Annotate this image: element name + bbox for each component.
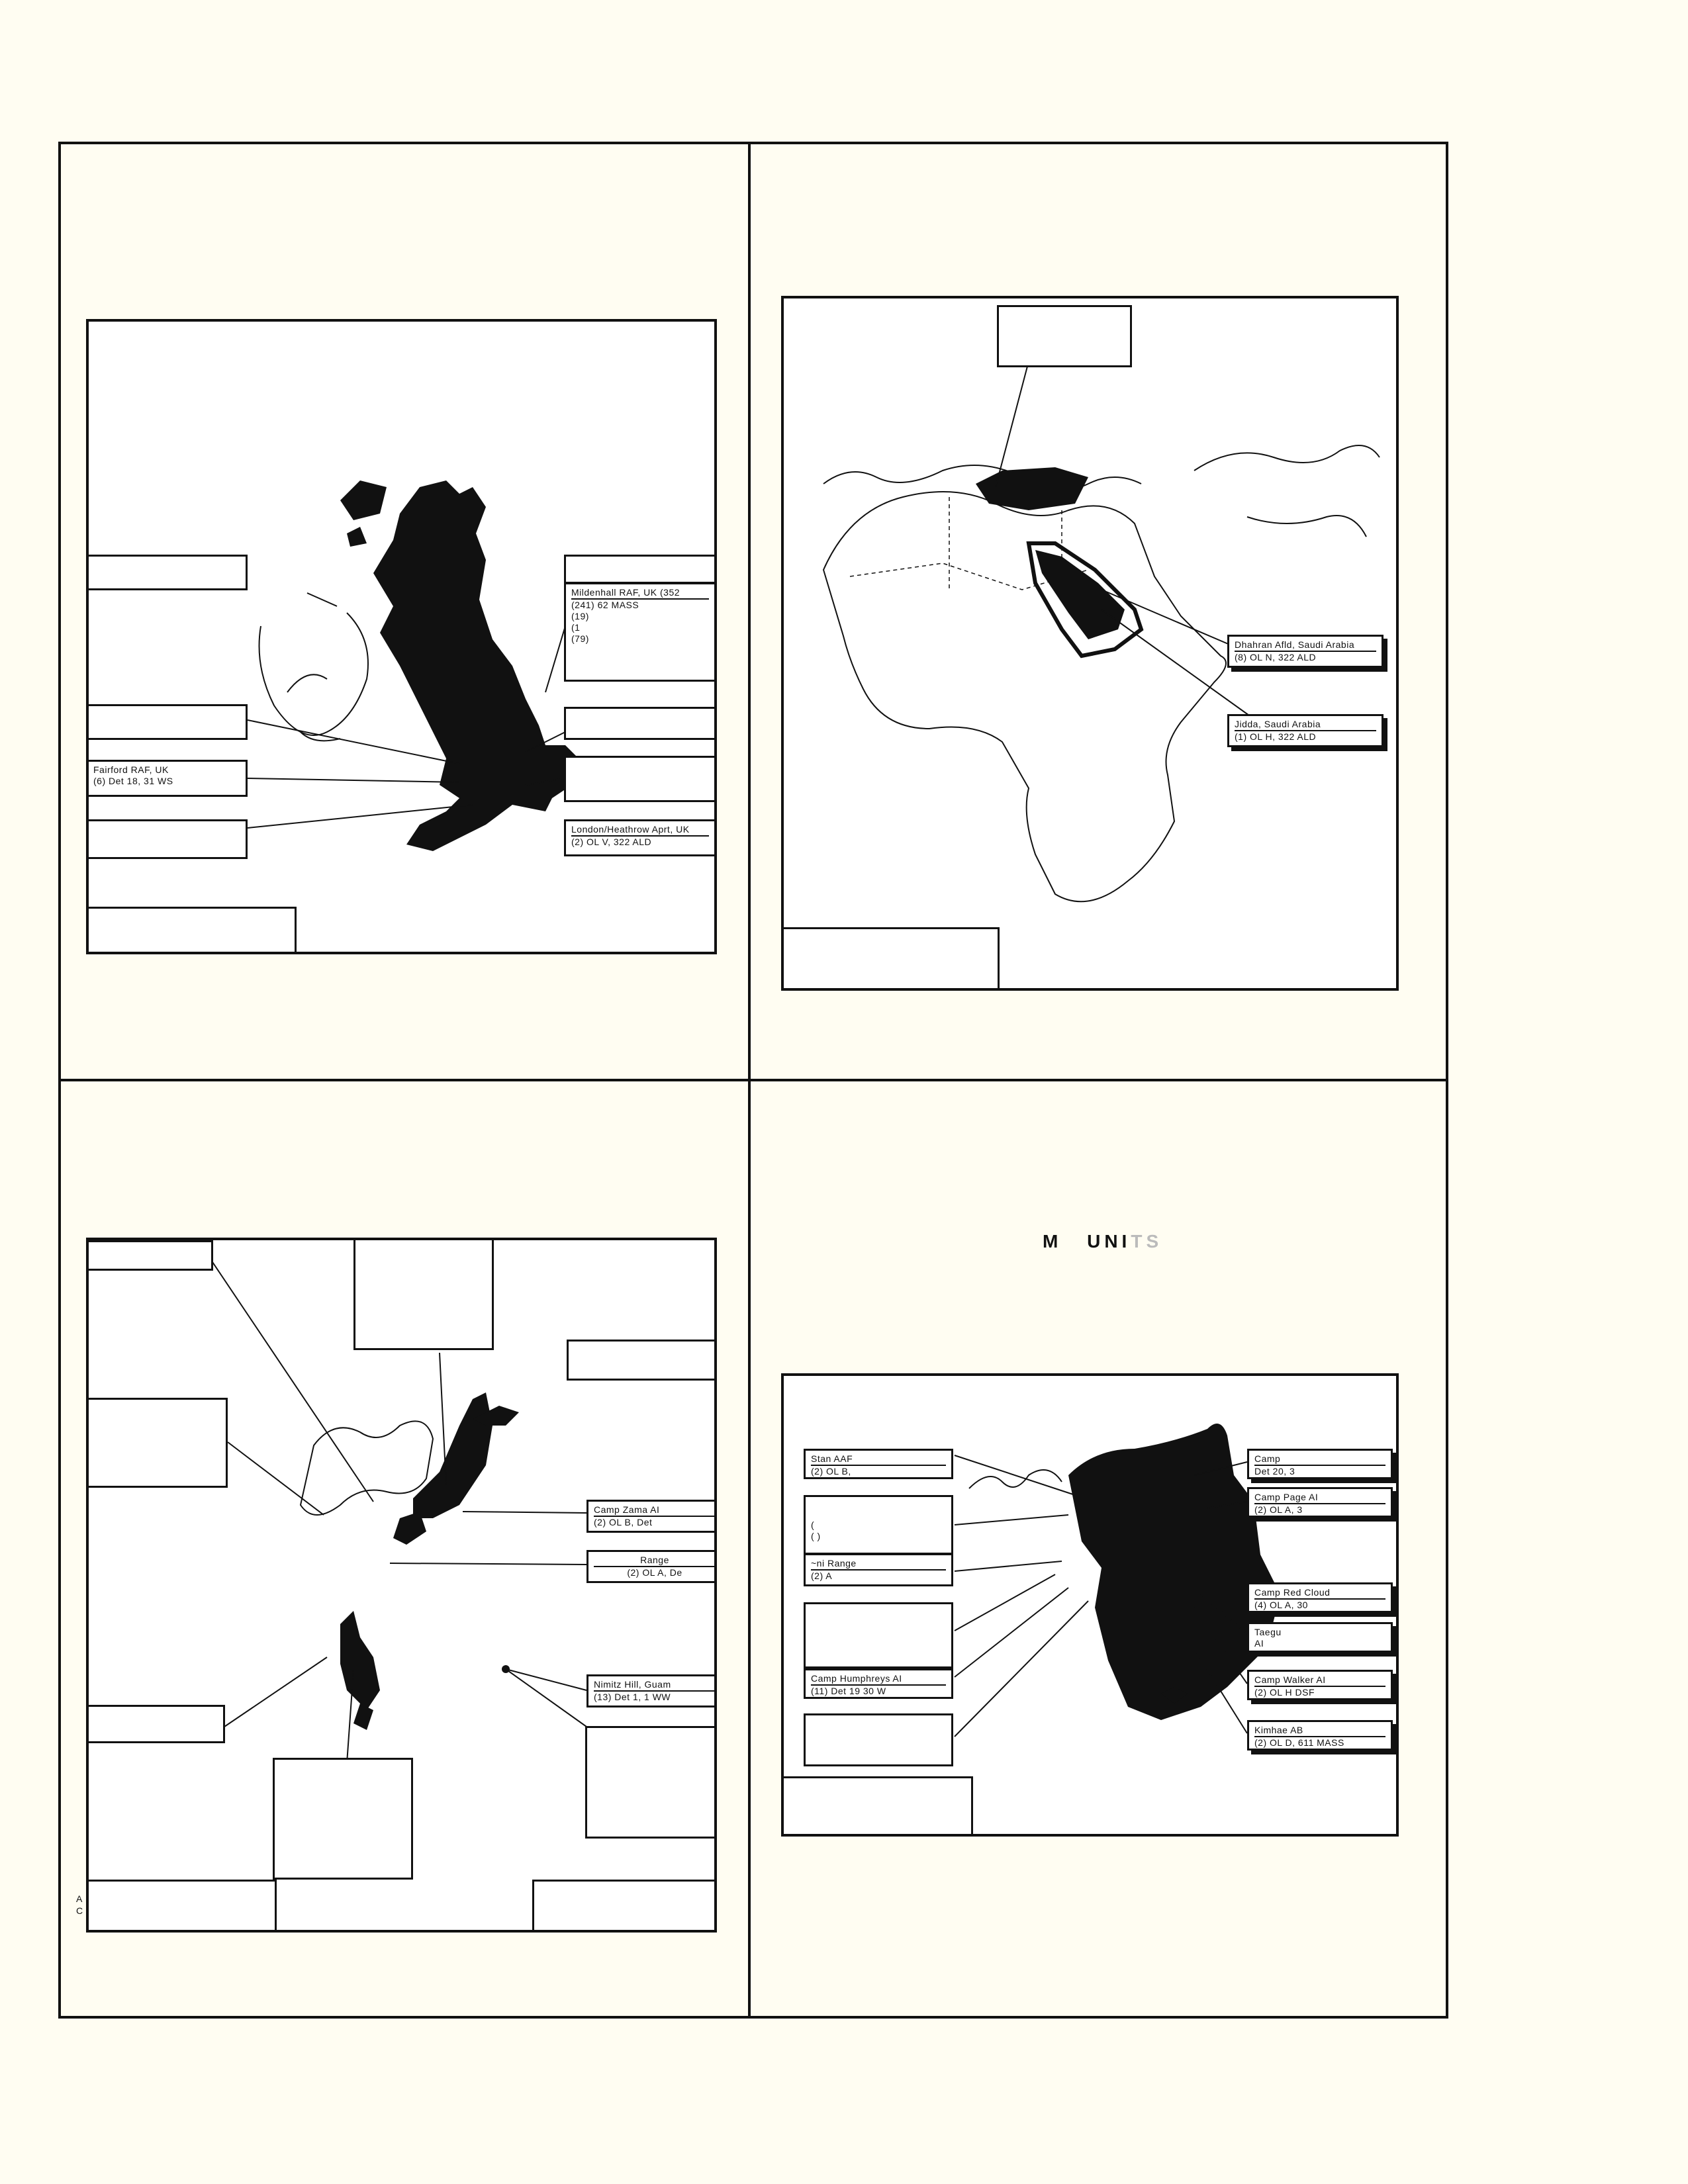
uk-empty-label-1 bbox=[86, 555, 248, 590]
label-camp-humphreys bbox=[804, 1668, 953, 1699]
label-line: Nimitz Hill, Guam bbox=[594, 1679, 671, 1690]
label-taegu bbox=[1247, 1622, 1393, 1653]
edge-letter: A bbox=[76, 1893, 83, 1904]
pacific-empty-label-8 bbox=[86, 1880, 277, 1933]
uk-empty-label-5 bbox=[564, 555, 716, 584]
label-line: (4) OL A, 30 bbox=[1254, 1598, 1385, 1611]
mideast-empty-label-1 bbox=[997, 305, 1132, 367]
label-line: ~ni Range bbox=[811, 1558, 857, 1569]
label-line: Fairford RAF, UK bbox=[93, 764, 169, 775]
label-bracket bbox=[804, 1495, 953, 1555]
label-line: London/Heathrow Aprt, UK bbox=[571, 824, 690, 835]
uk-empty-label-4 bbox=[86, 907, 297, 954]
label-line: (2) OL D, 611 MASS bbox=[1254, 1736, 1385, 1749]
scotland-islands bbox=[340, 480, 387, 547]
label-line: Kimhae AB bbox=[1254, 1725, 1303, 1735]
title-faded: TS bbox=[1131, 1231, 1163, 1251]
africa-coastline bbox=[823, 492, 1226, 901]
label-heathrow bbox=[564, 819, 716, 856]
title-right: UNI bbox=[1087, 1231, 1131, 1251]
label-camp-zama bbox=[586, 1500, 717, 1533]
label-line: AI bbox=[1254, 1638, 1264, 1649]
label-line: Camp bbox=[1254, 1453, 1281, 1464]
label-camp bbox=[1247, 1449, 1393, 1479]
mideast-empty-label-2 bbox=[781, 927, 1000, 991]
label-line: (2) OL B, Det bbox=[594, 1516, 716, 1528]
horizontal-divider bbox=[58, 1079, 1448, 1081]
label-line: Det 20, 3 bbox=[1254, 1465, 1385, 1477]
pacific-empty-label-7 bbox=[273, 1758, 413, 1880]
label-line: (2) OL A, 3 bbox=[1254, 1503, 1385, 1516]
label-line: Camp Humphreys AI bbox=[811, 1673, 902, 1684]
philippines-landmass bbox=[340, 1611, 380, 1730]
label-mildenhall bbox=[564, 582, 716, 682]
label-camp-page bbox=[1247, 1487, 1393, 1518]
korea-map-panel bbox=[781, 1373, 1399, 1837]
mideast-map-panel bbox=[781, 296, 1399, 991]
label-nimitz-hill bbox=[586, 1674, 717, 1707]
pacific-edge-text bbox=[76, 1893, 83, 1917]
label-dhahran bbox=[1227, 635, 1383, 668]
label-line: (6) Det 18, 31 WS bbox=[93, 776, 173, 786]
label-line: (8) OL N, 322 ALD bbox=[1235, 651, 1376, 663]
label-line: (2) OL V, 322 ALD bbox=[571, 835, 709, 848]
label-line: Stan AAF bbox=[811, 1453, 853, 1464]
label-line: (13) Det 1, 1 WW bbox=[594, 1690, 716, 1703]
label-line: ( ) bbox=[811, 1531, 821, 1541]
label-line: Camp Red Cloud bbox=[1254, 1587, 1331, 1598]
label-fairford bbox=[86, 760, 248, 797]
uk-empty-label-6 bbox=[564, 707, 716, 740]
pacific-empty-label-6 bbox=[585, 1726, 717, 1839]
label-line: (79) bbox=[571, 633, 589, 644]
label-pacific-range bbox=[586, 1550, 717, 1583]
pacific-empty-label-5 bbox=[86, 1705, 225, 1743]
label-line: (2) OL H DSF bbox=[1254, 1686, 1385, 1698]
saudi-arabia-landmass bbox=[1035, 550, 1125, 639]
label-line: (2) OL B, bbox=[811, 1465, 946, 1477]
label-line: ( bbox=[811, 1520, 815, 1530]
label-line: Taegu bbox=[1254, 1627, 1282, 1637]
pacific-empty-label-2 bbox=[353, 1238, 494, 1350]
great-britain-landmass bbox=[373, 480, 579, 851]
label-camp-red-cloud bbox=[1247, 1582, 1393, 1613]
korea-empty-label-2 bbox=[804, 1713, 953, 1766]
uk-empty-label-3 bbox=[86, 819, 248, 859]
label-line: Jidda, Saudi Arabia bbox=[1235, 719, 1321, 729]
kyushu-landmass bbox=[393, 1512, 426, 1545]
pacific-empty-label-1 bbox=[86, 1240, 213, 1271]
label-line: Camp Walker AI bbox=[1254, 1674, 1326, 1685]
label-jidda bbox=[1227, 714, 1383, 747]
turkey-landmass bbox=[976, 467, 1088, 510]
label-line: (1 bbox=[571, 622, 581, 633]
label-korea-range bbox=[804, 1553, 953, 1586]
japan-landmass bbox=[413, 1392, 492, 1518]
korea-empty-label-3 bbox=[781, 1776, 973, 1837]
uk-empty-label-7 bbox=[564, 756, 716, 802]
label-line: Camp Page AI bbox=[1254, 1492, 1319, 1502]
label-line: (241) 62 MASS bbox=[571, 598, 709, 611]
asia-coastline bbox=[1194, 445, 1380, 537]
label-line: (1) OL H, 322 ALD bbox=[1235, 730, 1376, 743]
label-line: Camp Zama AI bbox=[594, 1504, 660, 1515]
label-line: (11) Det 19 30 W bbox=[811, 1684, 946, 1697]
label-kimhae bbox=[1247, 1720, 1393, 1751]
pacific-map-panel bbox=[86, 1238, 717, 1933]
label-stan-aaf bbox=[804, 1449, 953, 1479]
section-title bbox=[1043, 1231, 1162, 1252]
pacific-empty-label-3 bbox=[567, 1340, 717, 1381]
label-line: (2) OL A, De bbox=[594, 1566, 716, 1578]
title-left: M bbox=[1043, 1231, 1062, 1251]
label-camp-walker bbox=[1247, 1670, 1393, 1700]
korea-empty-label-1 bbox=[804, 1602, 953, 1668]
uk-empty-label-2 bbox=[86, 704, 248, 740]
label-line: Dhahran Afld, Saudi Arabia bbox=[1235, 639, 1355, 650]
label-line: (2) A bbox=[811, 1569, 946, 1582]
label-line: Mildenhall RAF, UK (352 bbox=[571, 587, 680, 598]
irish-sea-marks bbox=[287, 674, 340, 741]
uk-map-panel bbox=[86, 319, 717, 954]
label-line: (19) bbox=[571, 611, 589, 621]
label-line: Range bbox=[640, 1555, 669, 1565]
pacific-empty-label-9 bbox=[532, 1880, 717, 1933]
pacific-empty-label-4 bbox=[86, 1398, 228, 1488]
edge-letter: C bbox=[76, 1905, 83, 1916]
